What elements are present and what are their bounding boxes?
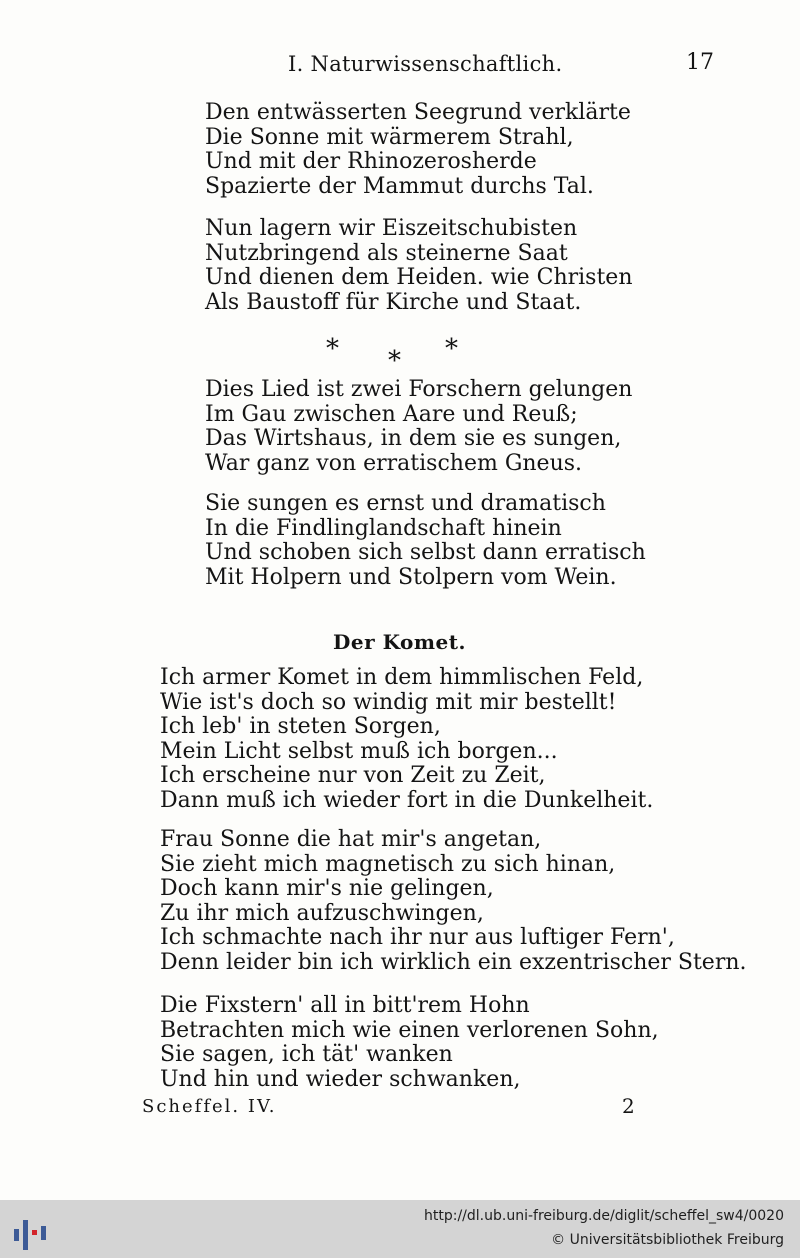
verse-line: Im Gau zwischen Aare und Reuß; [205,401,578,427]
poem2-stanza1 [205,378,632,476]
komet-stanza3 [160,994,659,1092]
poem2-stanza2 [205,492,646,590]
signature-mark: Scheffel. IV. [142,1096,277,1117]
verse-line: Nutzbringend als steinerne Saat [205,240,568,266]
verse-line: Dann muß ich wieder fort in die Dunkelheit. [160,787,654,813]
asterism-separator [0,334,800,374]
asterisk: * [326,334,339,364]
verse-line: Sie sungen es ernst und dramatisch [205,491,606,516]
page-number: 17 [686,50,714,75]
verse-line: Nun lagern wir Eiszeitschubisten [205,216,578,241]
verse-line: Spazierte der Mammut durchs Tal. [205,173,594,199]
asterisk: * [445,334,458,364]
verse-line: Das Wirtshaus, in dem sie es sungen, [205,426,622,451]
sheet-number: 2 [622,1094,635,1118]
verse-line: Doch kann mir's nie gelingen, [160,876,494,901]
verse-line: Betrachten mich wie einen verlorenen Sohn, [160,1017,659,1043]
asterisk: * [388,346,401,376]
verse-line: Sie sagen, ich tät' wanken [160,1042,453,1067]
verse-line: Und dienen dem Heiden. wie Christen [205,265,633,290]
verse-line: Als Baustoff für Kirche und Staat. [205,289,582,315]
verse-line: Mein Licht selbst muß ich borgen... [160,738,558,764]
verse-line: Ich erscheine nur von Zeit zu Zeit, [160,763,546,788]
komet-stanza2 [160,828,747,975]
verse-line: Dies Lied ist zwei Forschern gelungen [205,377,633,402]
verse-line: War ganz von erratischem Gneus. [205,450,583,476]
verse-line: Die Fixstern' all in bitt'rem Hohn [160,993,530,1018]
verse-line: Wie ist's doch so windig mit mir bestellt! [160,689,617,715]
verse-line: Mit Holpern und Stolpern vom Wein. [205,564,617,590]
verse-line: Und mit der Rhinozerosherde [205,149,537,174]
verse-line: Sie zieht mich magnetisch zu sich hinan, [160,851,616,877]
viewer-footer [0,1200,800,1258]
poem1-stanza2 [205,217,633,315]
verse-line: Den entwässerten Seegrund verklärte [205,100,631,125]
verse-line: Und hin und wieder schwanken, [160,1066,521,1092]
komet-stanza1 [160,666,653,813]
verse-line: Ich armer Komet in dem himmlischen Feld, [160,665,644,690]
running-title: I. Naturwissenschaftlich. [288,52,563,76]
verse-line: In die Findlinglandschaft hinein [205,515,562,541]
verse-line: Ich schmachte nach ihr nur aus luftiger Fern', [160,925,675,950]
verse-line: Ich leb' in steten Sorgen, [160,714,441,739]
poem-title: Der Komet. [333,630,466,654]
verse-line: Frau Sonne die hat mir's angetan, [160,827,542,852]
verse-line: Zu ihr mich aufzuschwingen, [160,900,484,926]
verse-line: Denn leider bin ich wirklich ein exzentrischer Stern. [160,949,747,975]
verse-line: Die Sonne mit wärmerem Strahl, [205,124,574,150]
verse-line: Und schoben sich selbst dann erratisch [205,540,646,565]
poem1-stanza1 [205,101,631,199]
library-logo-icon [14,1214,46,1252]
permalink-url[interactable]: http://dl.ub.uni-freiburg.de/diglit/scheffel_sw4/0020 [424,1208,784,1224]
copyright-notice: © Universitätsbibliothek Freiburg [551,1232,784,1248]
